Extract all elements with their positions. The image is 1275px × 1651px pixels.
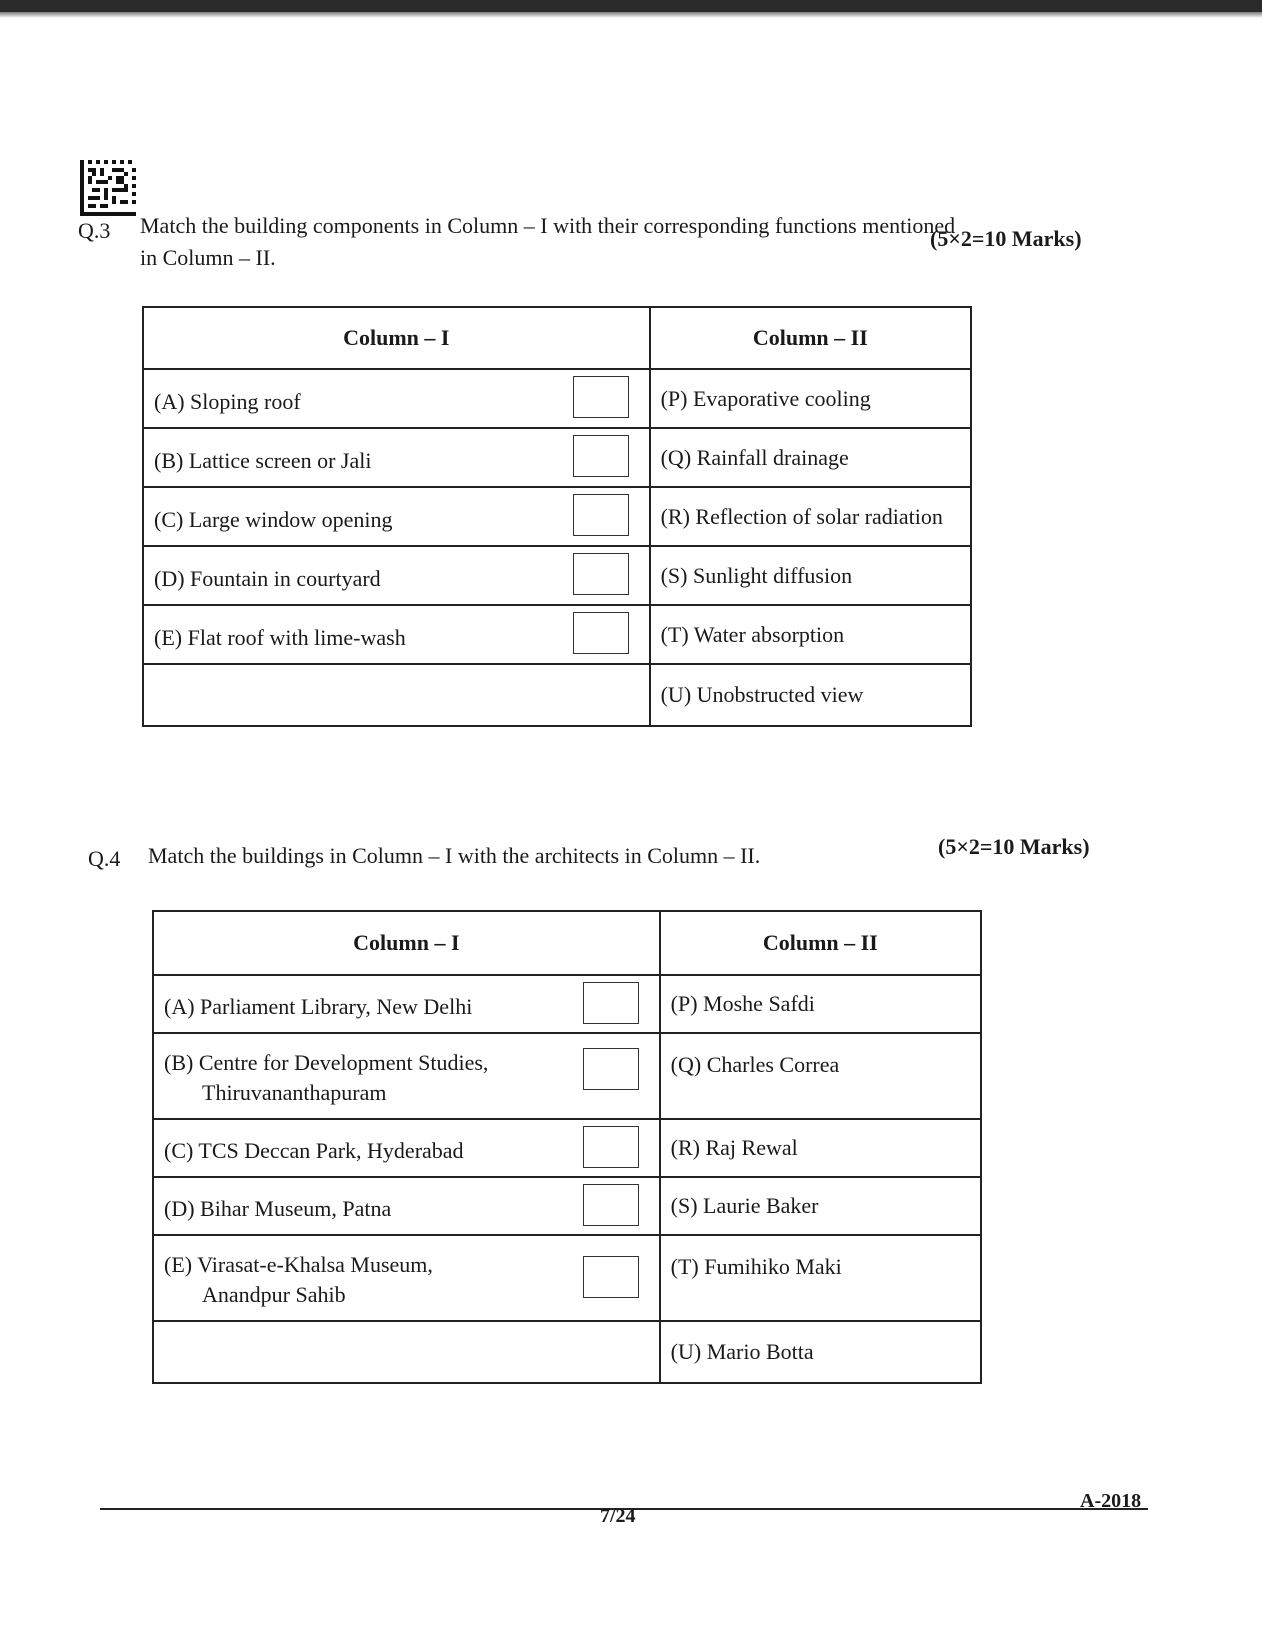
q4-match-table: [152, 910, 982, 1384]
q3-row-empty: [143, 664, 650, 726]
answer-box[interactable]: [573, 376, 629, 418]
q3-option-t: (T) Water absorption: [650, 605, 971, 664]
answer-box[interactable]: [583, 1256, 639, 1298]
q4-option-r: (R) Raj Rewal: [660, 1119, 981, 1177]
answer-box[interactable]: [573, 435, 629, 477]
q4-row-a: (A) Parliament Library, New Delhi: [153, 975, 660, 1033]
q4-marks: (5×2=10 Marks): [938, 834, 1090, 859]
q3-marks: (5×2=10 Marks): [930, 226, 1082, 251]
q3-row-e: (E) Flat roof with lime-wash: [143, 605, 650, 664]
q4-option-s: (S) Laurie Baker: [660, 1177, 981, 1235]
answer-box[interactable]: [583, 1184, 639, 1226]
q4-option-u: (U) Mario Botta: [660, 1321, 981, 1383]
page-number: 7/24: [600, 1505, 636, 1527]
q4-row-empty: [153, 1321, 660, 1383]
q3-number: Q.3: [78, 218, 111, 243]
qr-code-icon: [80, 160, 136, 216]
q4-option-q: (Q) Charles Correa: [660, 1033, 981, 1119]
answer-box[interactable]: [573, 553, 629, 595]
paper-code: A-2018: [1080, 1490, 1142, 1512]
q4-row-b: (B) Centre for Development Studies, Thiruvananthapuram: [153, 1033, 660, 1119]
q3-row-b: (B) Lattice screen or Jali: [143, 428, 650, 487]
q3-option-u: (U) Unobstructed view: [650, 664, 971, 726]
q3-text-line1: Match the building components in Column – I with their corresponding functions mentioned: [140, 213, 956, 238]
answer-box[interactable]: [583, 1126, 639, 1168]
q3-row-a: (A) Sloping roof: [143, 369, 650, 428]
answer-box[interactable]: [573, 494, 629, 536]
q4-row-c: (C) TCS Deccan Park, Hyderabad: [153, 1119, 660, 1177]
q3-option-p: (P) Evaporative cooling: [650, 369, 971, 428]
q4-option-p: (P) Moshe Safdi: [660, 975, 981, 1033]
q3-column2-header: Column – II: [650, 307, 971, 369]
q3-column1-header: Column – I: [143, 307, 650, 369]
q3-row-c: (C) Large window opening: [143, 487, 650, 546]
scan-top-border: [0, 0, 1262, 22]
q4-row-d: (D) Bihar Museum, Patna: [153, 1177, 660, 1235]
answer-box[interactable]: [583, 982, 639, 1024]
q4-column1-header: Column – I: [153, 911, 660, 975]
q3-option-s: (S) Sunlight diffusion: [650, 546, 971, 605]
q3-option-q: (Q) Rainfall drainage: [650, 428, 971, 487]
answer-box[interactable]: [583, 1048, 639, 1090]
q3-question-text: [140, 210, 1000, 274]
q4-option-t: (T) Fumihiko Maki: [660, 1235, 981, 1321]
q3-row-d: (D) Fountain in courtyard: [143, 546, 650, 605]
q4-question-text: Match the buildings in Column – I with the architects in Column – II.: [148, 843, 761, 868]
q4-column2-header: Column – II: [660, 911, 981, 975]
q3-text-line2: in Column – II.: [140, 245, 276, 270]
answer-box[interactable]: [573, 612, 629, 654]
q4-number: Q.4: [88, 846, 121, 871]
q4-row-e: (E) Virasat-e-Khalsa Museum, Anandpur Sahib: [153, 1235, 660, 1321]
q3-option-r: (R) Reflection of solar radiation: [650, 487, 971, 546]
q3-match-table: [142, 306, 972, 727]
